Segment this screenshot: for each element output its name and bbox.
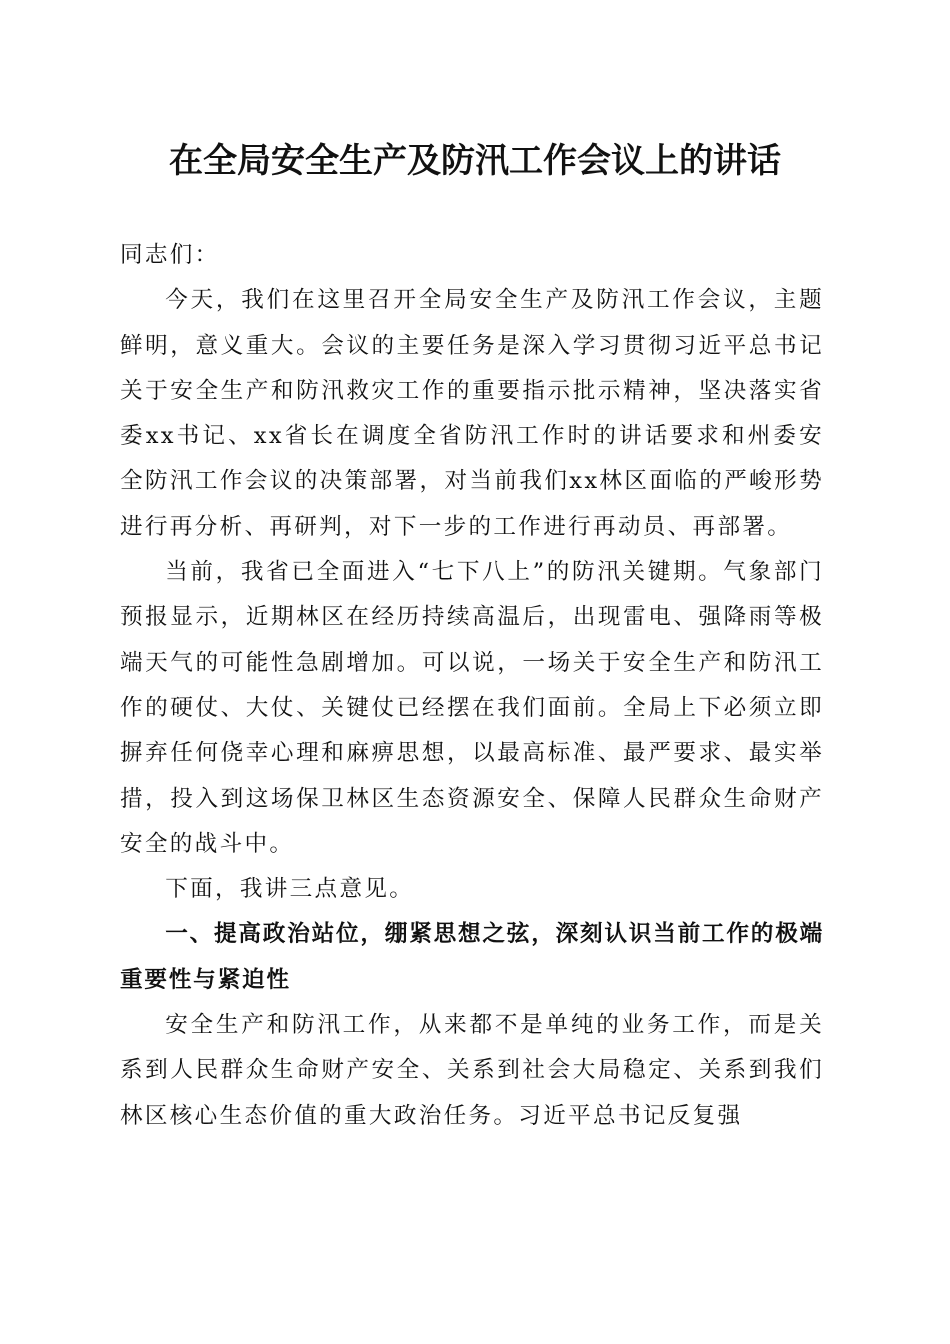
paragraph-situation: 当前，我省已全面进入“七下八上”的防汛关键期。气象部门预报显示，近期林区在经历持续高温后，出现雷电、强降雨等极端天气的可能性急剧增加。可以说，一场关于安全生产和防汛工作的硬仗、大仗、关键仗已经摆在我们面前。全局上下必须立即摒弃任何侥幸心理和麻痹思想，以最高标准、最严要求、最实举措，投入到这场保卫林区生态资源安全、保障人民群众生命财产安全的战斗中。 [120,559,824,857]
section-heading-1: 一、提高政治站位，绷紧思想之弦，深刻认识当前工作的极端重要性与紧迫性 [120,921,824,993]
section-1-paragraph: 安全生产和防汛工作，从来都不是单纯的业务工作，而是关系到人民群众生命财产安全、关系到社会大局稳定、关系到我们林区核心生态价值的重大政治任务。习近平总书记反复强 [120,1012,824,1129]
document-title: 在全局安全生产及防汛工作会议上的讲话 [169,141,781,181]
paragraph-opening: 今天，我们在这里召开全局安全生产及防汛工作会议，主题鲜明，意义重大。会议的主要任务是深入学习贯彻习近平总书记关于安全生产和防汛救灾工作的重要指示批示精神，坚决落实省委xx书记、xx省长在调度全省防汛工作时的讲话要求和州委安全防汛工作会议的决策部署，对当前我们xx林区面临的严峻形势进行再分析、再研判，对下一步的工作进行再动员、再部署。 [120,287,824,540]
document-body [120,233,824,1139]
salutation: 同志们： [120,242,220,268]
paragraph-transition: 下面，我讲三点意见。 [165,876,415,903]
